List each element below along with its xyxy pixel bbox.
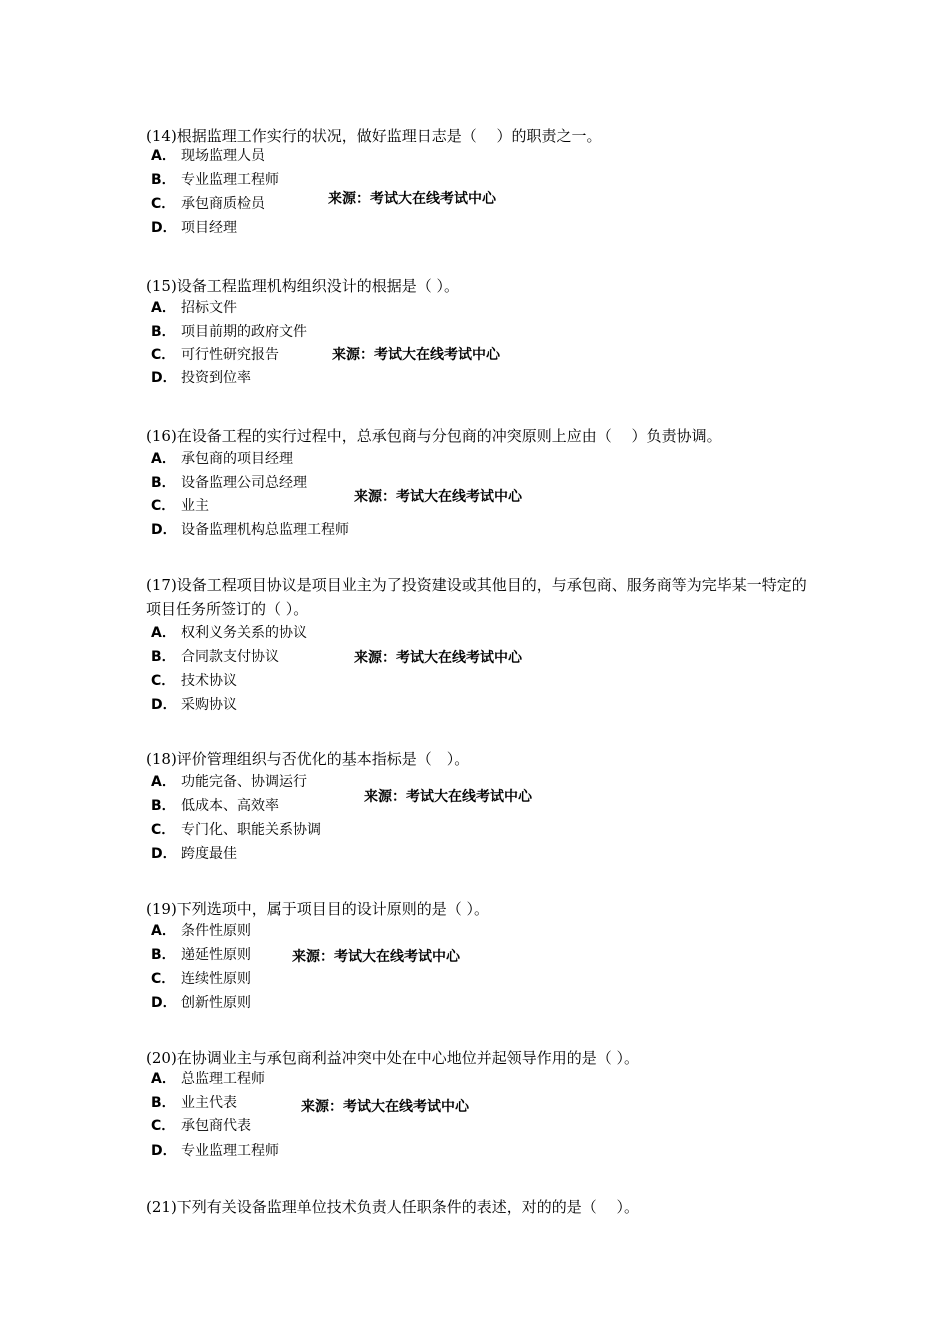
question-17-option-d bbox=[151, 695, 237, 715]
question-15-option-b bbox=[151, 322, 307, 342]
option-text: 总监理工程师 bbox=[181, 1071, 265, 1087]
question-18-option-a bbox=[151, 772, 307, 792]
option-letter: A． bbox=[151, 148, 176, 164]
option-text: 创新性原则 bbox=[181, 995, 251, 1011]
question-19-source-watermark: 来源：考试大在线考试中心 bbox=[292, 949, 460, 965]
option-text: 专门化、职能关系协调 bbox=[181, 822, 321, 838]
option-letter: C． bbox=[151, 498, 176, 514]
question-16-option-d bbox=[151, 520, 349, 540]
option-letter: C． bbox=[151, 822, 176, 838]
question-19-option-d bbox=[151, 993, 251, 1013]
question-20-option-d bbox=[151, 1141, 279, 1161]
question-18-source-watermark: 来源：考试大在线考试中心 bbox=[364, 789, 532, 805]
question-20-option-a bbox=[151, 1069, 265, 1089]
question-16-source-watermark: 来源：考试大在线考试中心 bbox=[354, 489, 522, 505]
option-letter: D． bbox=[151, 1143, 177, 1159]
question-16-stem: (16)在设备工程的实行过程中，总承包商与分包商的冲突原则上应由（ ）负责协调。 bbox=[146, 427, 722, 445]
question-15-option-c bbox=[151, 345, 279, 365]
question-18-option-c bbox=[151, 820, 321, 840]
question-21-stem: (21)下列有关设备监理单位技术负责人任职条件的表述，对的的是（ ）。 bbox=[146, 1198, 640, 1216]
option-text: 合同款支付协议 bbox=[181, 649, 279, 665]
question-17-option-b bbox=[151, 647, 279, 667]
option-text: 承包商代表 bbox=[181, 1118, 251, 1134]
question-17-stem: (17)设备工程项目协议是项目业主为了投资建设或其他目的，与承包商、服务商等为完毕某一特定的项目任务所签订的（ ）。 bbox=[146, 576, 807, 618]
question-20-option-b bbox=[151, 1093, 237, 1113]
option-text: 现场监理人员 bbox=[181, 148, 265, 164]
question-19-option-c bbox=[151, 969, 251, 989]
option-text: 条件性原则 bbox=[181, 923, 251, 939]
question-17-option-a bbox=[151, 623, 307, 643]
question-15-stem: (15)设备工程监理机构组织没计的根据是（ ）。 bbox=[146, 277, 460, 295]
option-letter: B． bbox=[151, 475, 176, 491]
option-text: 采购协议 bbox=[181, 697, 237, 713]
option-text: 递延性原则 bbox=[181, 947, 251, 963]
option-text: 跨度最佳 bbox=[181, 846, 237, 862]
question-15-source-watermark: 来源：考试大在线考试中心 bbox=[332, 347, 500, 363]
option-letter: B． bbox=[151, 172, 176, 188]
option-letter: A． bbox=[151, 774, 176, 790]
option-letter: C． bbox=[151, 347, 176, 363]
question-16-option-b bbox=[151, 473, 307, 493]
option-text: 设备监理公司总经理 bbox=[181, 475, 307, 491]
question-16-option-a bbox=[151, 449, 293, 469]
option-letter: A． bbox=[151, 625, 176, 641]
question-14-option-b bbox=[151, 170, 279, 190]
option-text: 业主代表 bbox=[181, 1095, 237, 1111]
question-19-option-b bbox=[151, 945, 251, 965]
option-letter: D． bbox=[151, 220, 177, 236]
question-14-option-a bbox=[151, 146, 265, 166]
question-20-source-watermark: 来源：考试大在线考试中心 bbox=[301, 1099, 469, 1115]
option-letter: A． bbox=[151, 451, 176, 467]
option-text: 专业监理工程师 bbox=[181, 1143, 279, 1159]
option-letter: C． bbox=[151, 196, 176, 212]
question-18-option-d bbox=[151, 844, 237, 864]
option-text: 功能完备、协调运行 bbox=[181, 774, 307, 790]
question-15-option-a bbox=[151, 298, 237, 318]
question-17-source-watermark: 来源：考试大在线考试中心 bbox=[354, 650, 522, 666]
option-letter: D． bbox=[151, 995, 177, 1011]
option-letter: C． bbox=[151, 1118, 176, 1134]
option-text: 业主 bbox=[181, 498, 209, 514]
option-text: 投资到位率 bbox=[181, 370, 251, 386]
option-letter: B． bbox=[151, 649, 176, 665]
question-15-option-d bbox=[151, 368, 251, 388]
question-14-option-c bbox=[151, 194, 265, 214]
option-text: 低成本、高效率 bbox=[181, 798, 279, 814]
option-text: 技术协议 bbox=[181, 673, 237, 689]
question-14-source-watermark: 来源：考试大在线考试中心 bbox=[328, 191, 496, 207]
option-letter: D． bbox=[151, 697, 177, 713]
option-text: 设备监理机构总监理工程师 bbox=[181, 522, 349, 538]
option-text: 招标文件 bbox=[181, 300, 237, 316]
option-letter: D． bbox=[151, 370, 177, 386]
question-16-option-c bbox=[151, 496, 209, 516]
option-letter: D． bbox=[151, 846, 177, 862]
option-text: 项目前期的政府文件 bbox=[181, 324, 307, 340]
option-letter: B． bbox=[151, 324, 176, 340]
option-text: 项目经理 bbox=[181, 220, 237, 236]
option-letter: C． bbox=[151, 971, 176, 987]
option-letter: B． bbox=[151, 947, 176, 963]
question-19-option-a bbox=[151, 921, 251, 941]
option-letter: A． bbox=[151, 300, 176, 316]
option-letter: A． bbox=[151, 923, 176, 939]
question-17-option-c bbox=[151, 671, 237, 691]
option-text: 承包商质检员 bbox=[181, 196, 265, 212]
question-20-stem: (20)在协调业主与承包商利益冲突中处在中心地位并起领导作用的是（ ）。 bbox=[146, 1049, 640, 1067]
question-20-option-c bbox=[151, 1116, 251, 1136]
option-text: 专业监理工程师 bbox=[181, 172, 279, 188]
option-letter: C． bbox=[151, 673, 176, 689]
option-letter: D． bbox=[151, 522, 177, 538]
option-text: 可行性研究报告 bbox=[181, 347, 279, 363]
question-18-option-b bbox=[151, 796, 279, 816]
question-14-stem: (14)根据监理工作实行的状况，做好监理日志是（ ）的职责之一。 bbox=[146, 127, 602, 145]
option-text: 权利义务关系的协议 bbox=[181, 625, 307, 641]
option-letter: B． bbox=[151, 1095, 176, 1111]
option-text: 承包商的项目经理 bbox=[181, 451, 293, 467]
question-18-stem: (18)评价管理组织与否优化的基本指标是（ ）。 bbox=[146, 750, 470, 768]
option-text: 连续性原则 bbox=[181, 971, 251, 987]
question-19-stem: (19)下列选项中，属于项目目的设计原则的是（ ）。 bbox=[146, 900, 490, 918]
option-letter: A． bbox=[151, 1071, 176, 1087]
question-14-option-d bbox=[151, 218, 237, 238]
option-letter: B． bbox=[151, 798, 176, 814]
